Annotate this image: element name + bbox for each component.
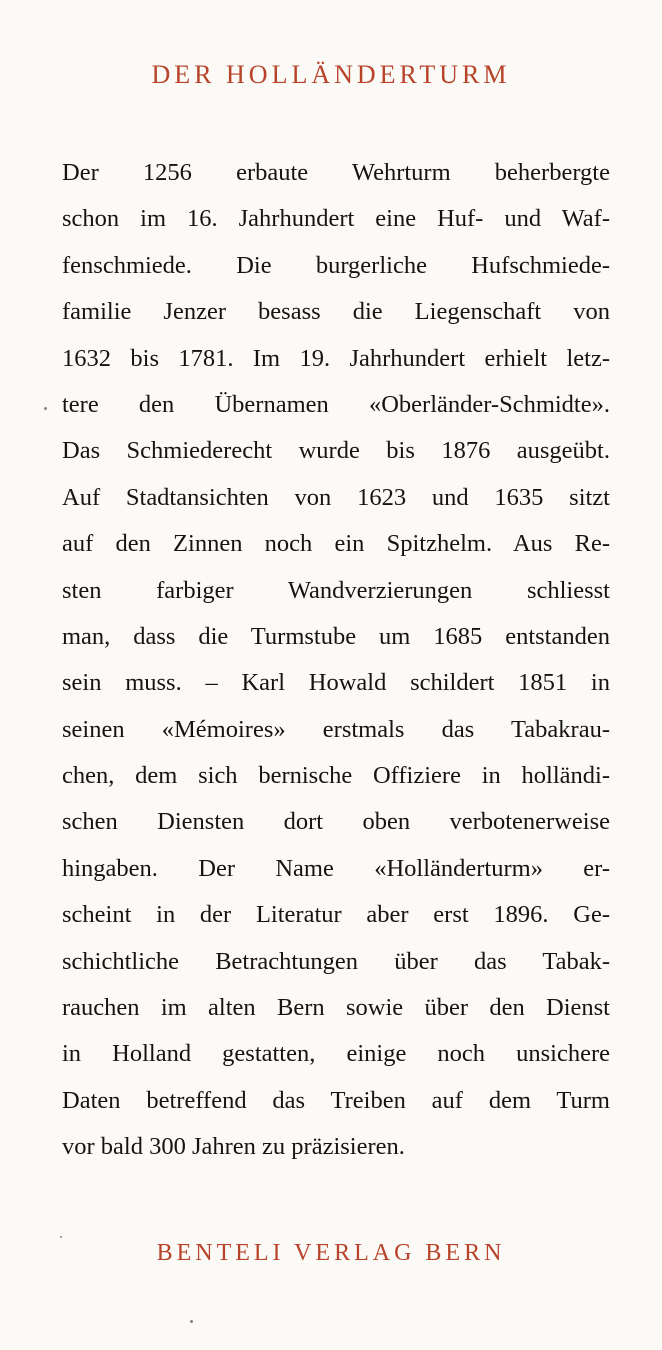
text-line: seinen «Mémoires» erstmals das Tabakrau- xyxy=(62,715,610,743)
paper-speck xyxy=(44,407,47,410)
text-line: sein muss. – Karl Howald schildert 1851 in xyxy=(62,669,610,697)
text-line: man, dass die Turmstube um 1685 entstanden xyxy=(62,622,610,650)
text-line: schen Diensten dort oben verbotenerweise xyxy=(62,808,610,836)
text-line: rauchen im alten Bern sowie über den Dienst xyxy=(62,994,610,1022)
publisher-imprint: BENTELI VERLAG BERN xyxy=(156,1240,506,1266)
text-line: hingaben. Der Name «Holländerturm» er- xyxy=(62,854,610,882)
page-title: DER HOLLÄNDERTURM xyxy=(151,60,511,89)
text-line: scheint in der Literatur aber erst 1896. Ge- xyxy=(62,901,610,929)
text-line: Das Schmiederecht wurde bis 1876 ausgeübt. xyxy=(62,437,610,465)
text-line: in Holland gestatten, einige noch unsichere xyxy=(62,1040,610,1068)
text-line: 1632 bis 1781. Im 19. Jahrhundert erhielt letz- xyxy=(62,344,610,372)
text-line: Auf Stadtansichten von 1623 und 1635 sitzt xyxy=(62,483,610,511)
text-line: Daten betreffend das Treiben auf dem Turm xyxy=(62,1086,610,1114)
text-line: schichtliche Betrachtungen über das Tabak- xyxy=(62,947,610,975)
paper-speck xyxy=(190,1320,193,1323)
text-line: vor bald 300 Jahren zu präzisieren. xyxy=(62,1133,405,1161)
body-text xyxy=(62,150,610,1171)
text-line: tere den Übernamen «Oberländer-Schmidte». xyxy=(62,390,610,418)
text-line: chen, dem sich bernische Offiziere in holländi- xyxy=(62,762,610,790)
paper-speck xyxy=(60,1236,62,1238)
text-line: fenschmiede. Die burgerliche Hufschmiede- xyxy=(62,251,610,279)
text-line: familie Jenzer besass die Liegenschaft von xyxy=(62,298,610,326)
text-line: auf den Zinnen noch ein Spitzhelm. Aus Re- xyxy=(62,530,610,558)
text-line: Der 1256 erbaute Wehrturm beherbergte xyxy=(62,159,610,186)
text-line: schon im 16. Jahrhundert eine Huf- und Waf- xyxy=(62,205,610,233)
text-line: sten farbiger Wandverzierungen schliesst xyxy=(62,576,610,604)
